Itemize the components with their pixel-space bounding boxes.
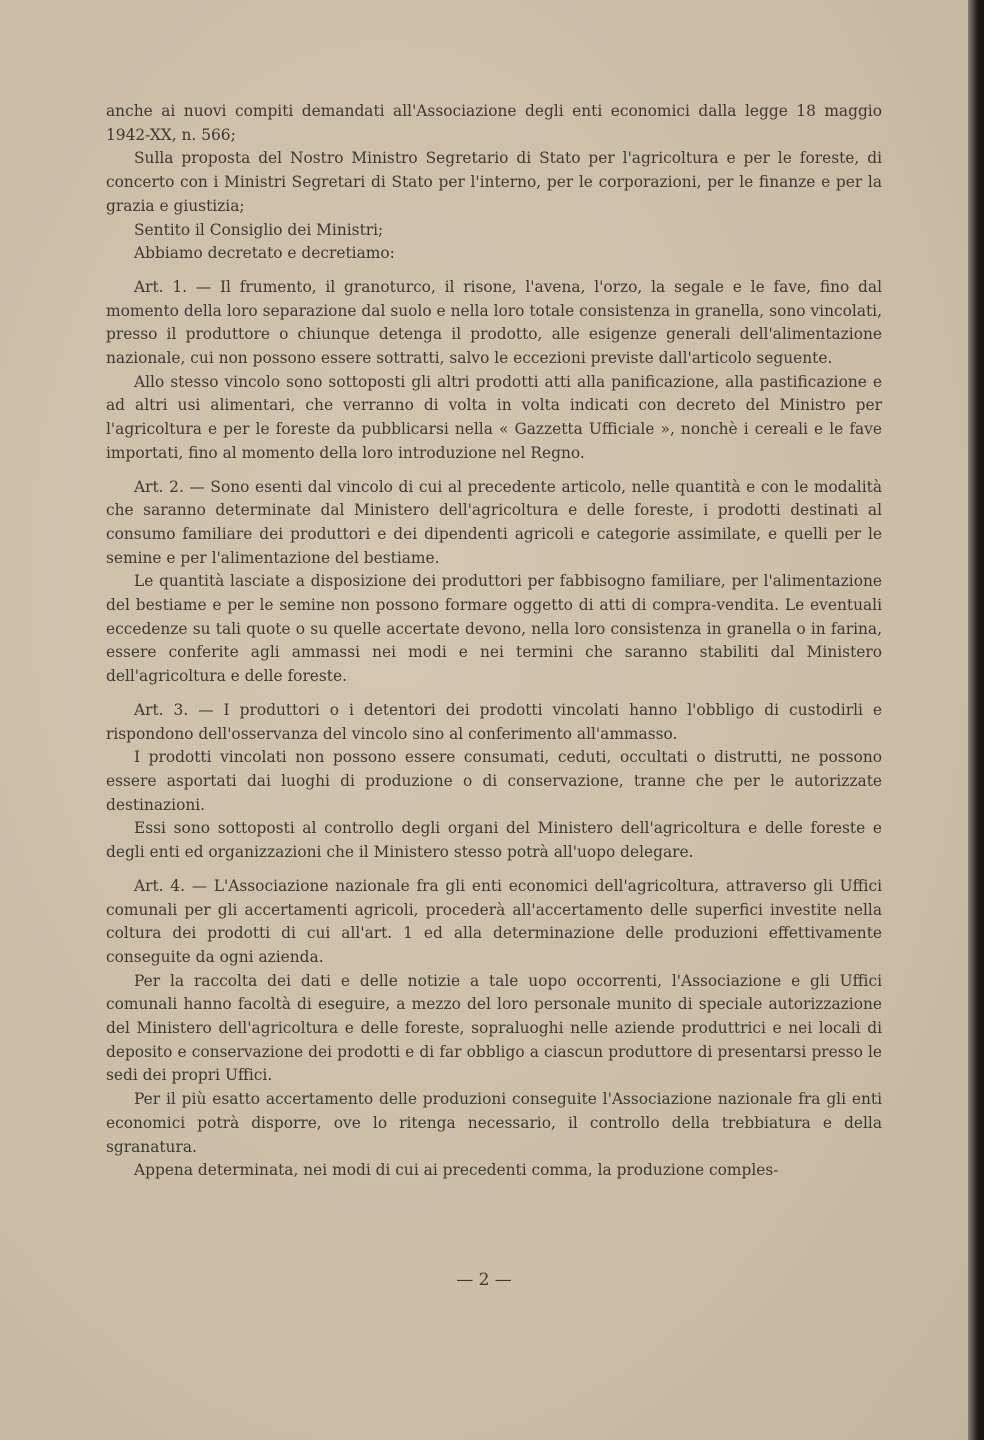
article-4-paragraph-3: Per il più esatto accertamento delle produzioni conseguite l'Associazione nazionale fra gli enti economici potrà disporre, ove lo ritenga necessario, il controllo della trebbiatura e della sgranatura. xyxy=(106,1090,882,1156)
paragraph-proposta: Sulla proposta del Nostro Ministro Segretario di Stato per l'agricoltura e per le foreste, di concerto con i Ministri Segretari di Stato per l'interno, per le corporazioni, per le finanze e per la grazia e giustizia; xyxy=(106,149,882,215)
page-edge-shadow xyxy=(968,0,984,1440)
article-3: Art. 3. — I produttori o i detentori dei prodotti vincolati hanno l'obbligo di custodirli e rispondono dell'osservanza del vincolo sino al conferimento all'ammasso. xyxy=(106,700,882,743)
article-2-paragraph-2: Le quantità lasciate a disposizione dei produttori per fabbisogno familiare, per l'alimentazione del bestiame e per le semine non possono formare oggetto di atti di compra-vendita. Le eventuali eccedenze su tali quote o su quelle accertate devono, nella loro consistenza in granella o in farina, essere conferite agli ammassi nei modi e nei termini che saranno stabiliti dal Ministero dell'agricoltura e delle foreste. xyxy=(106,572,882,686)
article-1: Art. 1. — Il frumento, il granoturco, il risone, l'avena, l'orzo, la segale e le fave, fino dal momento della loro separazione dal suolo e nella loro totale consistenza in granella, sono vincolati, presso il produttore o chiunque detenga il prodotto, alle esigenze generali dell'alimentazione nazionale, cui non possono essere sottratti, salvo le eccezioni previste dall'articolo seguente. xyxy=(106,277,882,368)
body-text xyxy=(106,100,882,1183)
article-2: Art. 2. — Sono esenti dal vincolo di cui al precedente articolo, nelle quantità e con le modalità che saranno determinate dal Ministero dell'agricoltura e delle foreste, i prodotti destinati al consumo familiare dei produttori e dei dipendenti agricoli e categorie assimilate, e quelli per le semine e per l'alimentazione del bestiame. xyxy=(106,477,882,567)
article-3-paragraph-2: I prodotti vincolati non possono essere consumati, ceduti, occultati o distrutti, ne possono essere asportati dai luoghi di produzione o di conservazione, tranne che per le autorizzate destinazioni. xyxy=(106,748,882,814)
article-4-paragraph-2: Per la raccolta dei dati e delle notizie a tale uopo occorrenti, l'Associazione e gli Uffici comunali hanno facoltà di eseguire, a mezzo del loro personale munito di speciale autorizzazione del Ministero dell'agricoltura e delle foreste, sopraluoghi nelle aziende produttrici e nei locali di deposito e conservazione dei prodotti e di far obbligo a ciascun produttore di presentarsi presso le sedi dei propri Uffici. xyxy=(106,971,882,1085)
article-1-paragraph-2: Allo stesso vincolo sono sottoposti gli altri prodotti atti alla panificazione, alla pastificazione e ad altri usi alimentari, che verranno di volta in volta indicati con decreto del Ministro per l'agricoltura e per le foreste da pubblicarsi nella « Gazzetta Ufficiale », nonchè i cereali e le fave importati, fino al momento della loro introduzione nel Regno. xyxy=(106,372,882,462)
article-4: Art. 4. — L'Associazione nazionale fra gli enti economici dell'agricoltura, attraverso gli Uffici comunali per gli accertamenti agricoli, procederà all'accertamento delle superfici investite nella coltura dei prodotti di cui all'art. 1 ed alla determinazione delle produzioni effettivamente conseguite da ogni azienda. xyxy=(106,876,882,966)
article-3-paragraph-3: Essi sono sottoposti al controllo degli organi del Ministero dell'agricoltura e delle foreste e degli enti ed organizzazioni che il Ministero stesso potrà all'uopo delegare. xyxy=(106,819,882,862)
article-4-paragraph-4: Appena determinata, nei modi di cui ai precedenti comma, la produzione comples- xyxy=(134,1161,779,1180)
page-number: — 2 — xyxy=(456,1270,512,1290)
paragraph-decretato: Abbiamo decretato e decretiamo: xyxy=(134,244,395,263)
paragraph-continuation: anche ai nuovi compiti demandati all'Associazione degli enti economici dalla legge 18 maggio 1942-XX, n. 566; xyxy=(106,102,882,144)
paragraph-sentito: Sentito il Consiglio dei Ministri; xyxy=(134,220,384,239)
